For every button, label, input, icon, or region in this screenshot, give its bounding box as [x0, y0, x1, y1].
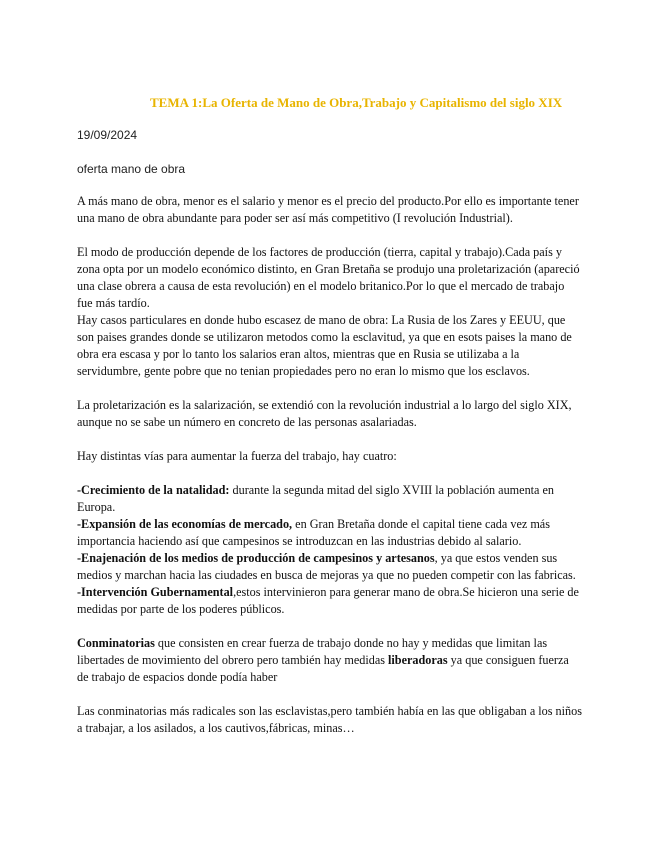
document-title: TEMA 1:La Oferta de Mano de Obra,Trabajo y Capitalismo del siglo XIX	[150, 95, 563, 110]
paragraph-6-text-a: que consisten en crear fuerza de trabajo donde no hay y medidas que limitan las libertades de movimiento del obrero pero también hay medidas	[77, 636, 548, 667]
paragraph-5: Hay distintas vías para aumentar la fuerza del trabajo, hay cuatro:	[77, 449, 397, 463]
list-item-heading: -Crecimiento de la natalidad:	[77, 483, 230, 497]
list-item-text: en Gran Bretaña donde el capital tiene cada vez más importancia haciendo así que campesinos se introduzcan en las industrias debido al salario.	[77, 517, 550, 548]
list-item-enajenacion	[77, 550, 582, 584]
list-item-expansion	[77, 516, 582, 550]
list-item-text: ,estos intervinieron para generar mano de obra.Se hicieron una serie de medidas por parte de los poderes públicos.	[77, 585, 579, 616]
paragraph-2: El modo de producción depende de los factores de producción (tierra, capital y trabajo).Cada país y zona opta por un modelo económico distinto, en Gran Bretaña se produjo una proletarización (apareció una clase obrera a causa de esta revolución) en el modelo britanico.Por lo que el mercado de trabajo fue más tardío.	[77, 245, 580, 310]
paragraph-6	[77, 635, 582, 686]
term-liberadoras: liberadoras	[388, 653, 448, 667]
list-item-heading: -Enajenación de los medios de producción de campesinos y artesanos	[77, 551, 435, 565]
paragraph-7: Las conminatorias más radicales son las esclavistas,pero también había en las que obligaban a los niños a trabajar, a los asilados, a los cautivos,fábricas, minas…	[77, 704, 582, 735]
document-body	[77, 193, 582, 754]
list-item-heading: -Expansión de las economías de mercado,	[77, 517, 293, 531]
list-item-natalidad	[77, 482, 582, 516]
document-date: 19/09/2024	[77, 128, 138, 142]
paragraph-1: A más mano de obra, menor es el salario y menor es el precio del producto.Por ello es importante tener una mano de obra abundante para poder ser así más competitivo (I revolución Industrial).	[77, 194, 579, 225]
list-item-intervencion	[77, 584, 582, 618]
paragraph-3: Hay casos particulares en donde hubo escasez de mano de obra: La Rusia de los Zares y EEUU, que son paises grandes donde se utilizaron metodos como la esclavitud, ya que en esots paises la mano de obra era escasa y por lo tanto los salarios eran altos, mientras que en Rusia se utilizaba a la servidumbre, gente pobre que no tenian propiedades pero no eran lo mismo que los esclavos.	[77, 313, 572, 378]
paragraph-4: La proletarización es la salarización, se extendió con la revolución industrial a lo largo del siglo XIX, aunque no se sabe un número en concreto de las personas asalariadas.	[77, 398, 572, 429]
paragraph-6-text-b: ya que consiguen fuerza de trabajo de espacios donde podía haber	[77, 653, 569, 684]
list-item-heading: -Intervención Gubernamental	[77, 585, 234, 599]
list-item-text: durante la segunda mitad del siglo XVIII la población aumenta en Europa.	[77, 483, 555, 514]
section-subtitle: oferta mano de obra	[77, 162, 186, 176]
term-conminatorias: Conminatorias	[77, 636, 155, 650]
list-item-text: , ya que estos venden sus medios y marchan hacia las ciudades en busca de mejoras ya que no pueden competir con las fabricas.	[77, 551, 576, 582]
